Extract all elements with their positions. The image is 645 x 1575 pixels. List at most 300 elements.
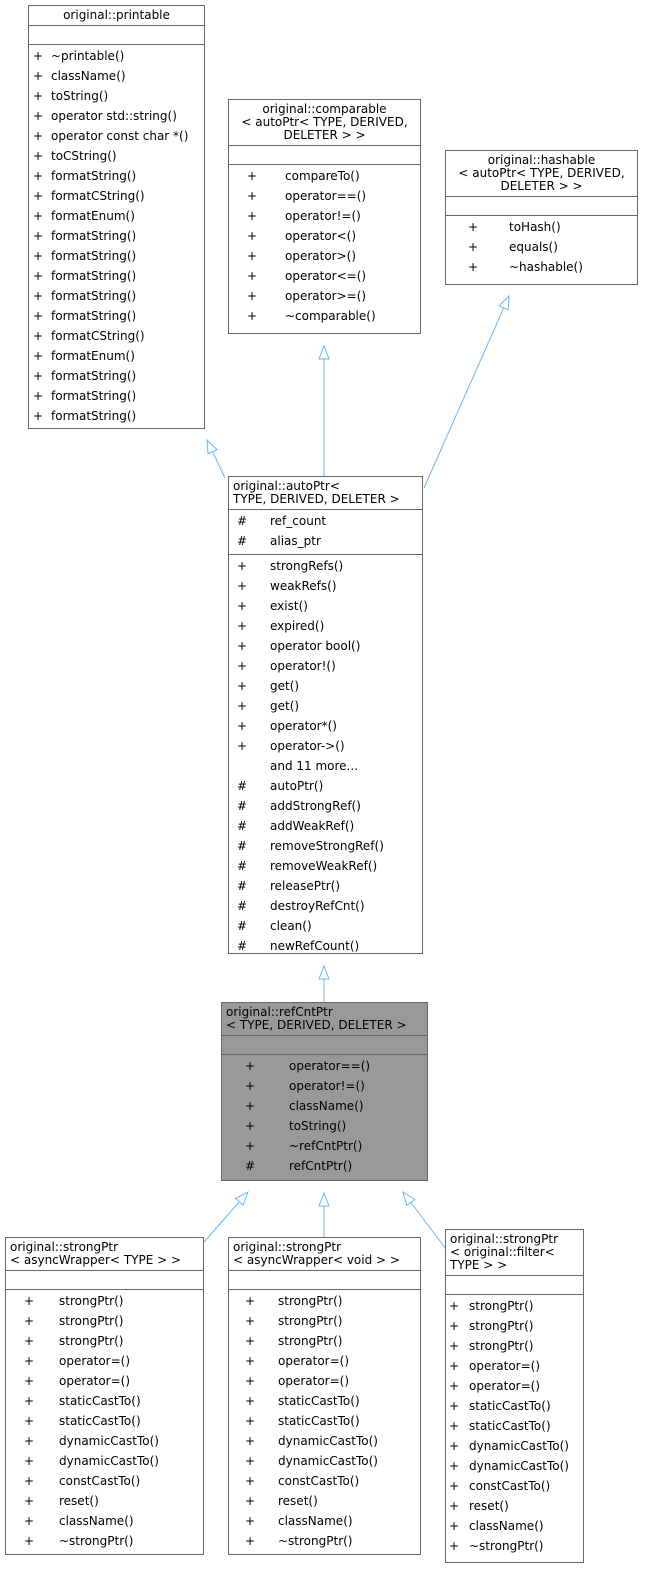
visibility-marker: + <box>246 229 258 243</box>
visibility-marker: + <box>244 1514 256 1528</box>
class-title-line: < autoPtr< TYPE, DERIVED, <box>241 115 408 129</box>
member-name: strongPtr() <box>469 1299 534 1313</box>
visibility-marker: + <box>448 1539 460 1553</box>
methods-section <box>446 1294 583 1559</box>
method-row[interactable] <box>229 676 422 696</box>
member-name: className() <box>51 69 126 83</box>
visibility-marker: + <box>244 1139 256 1153</box>
method-row[interactable] <box>222 1116 427 1136</box>
method-row[interactable] <box>229 1351 420 1371</box>
visibility-marker: + <box>32 169 44 183</box>
method-row[interactable] <box>229 736 422 756</box>
member-name: operator!=() <box>285 209 361 223</box>
attributes-section <box>229 1270 420 1289</box>
member-name: className() <box>278 1514 353 1528</box>
attributes-section <box>29 25 204 44</box>
member-name: operator==() <box>289 1059 371 1073</box>
class-box-strongptr-type[interactable] <box>5 1237 204 1555</box>
member-name: expired() <box>270 619 325 633</box>
method-row[interactable] <box>6 1371 203 1391</box>
visibility-marker: + <box>32 309 44 323</box>
visibility-marker: + <box>246 249 258 263</box>
member-name: formatEnum() <box>51 349 135 363</box>
member-name: removeStrongRef() <box>270 839 384 853</box>
method-row[interactable] <box>6 1311 203 1331</box>
method-row[interactable] <box>222 1156 427 1176</box>
method-row[interactable] <box>229 856 422 876</box>
member-name: strongPtr() <box>59 1294 124 1308</box>
method-row[interactable] <box>229 1391 420 1411</box>
method-row[interactable] <box>29 86 204 106</box>
attributes-section <box>6 1270 203 1289</box>
method-row[interactable] <box>446 1376 583 1396</box>
method-row[interactable] <box>229 916 422 936</box>
inheritance-arrowhead-icon <box>319 1193 329 1206</box>
member-name: dynamicCastTo() <box>469 1459 569 1473</box>
class-box-strongptr-filter[interactable] <box>445 1229 584 1563</box>
method-row[interactable] <box>29 386 204 406</box>
member-name: formatString() <box>51 369 137 383</box>
method-row[interactable] <box>229 816 422 836</box>
member-name: exist() <box>270 599 308 613</box>
member-name: constCastTo() <box>469 1479 551 1493</box>
visibility-marker: + <box>32 189 44 203</box>
method-row[interactable] <box>229 1531 420 1551</box>
method-row[interactable] <box>229 936 422 956</box>
method-row[interactable] <box>29 266 204 286</box>
visibility-marker: + <box>23 1534 35 1548</box>
method-row[interactable] <box>229 1471 420 1491</box>
member-name: toHash() <box>509 220 561 234</box>
member-name: formatString() <box>51 229 137 243</box>
member-name: addWeakRef() <box>270 819 355 833</box>
visibility-marker: + <box>448 1299 460 1313</box>
member-name: constCastTo() <box>278 1474 360 1488</box>
member-name: ~refCntPtr() <box>289 1139 363 1153</box>
member-name: strongPtr() <box>59 1314 124 1328</box>
member-name: toString() <box>289 1119 347 1133</box>
method-row[interactable] <box>6 1391 203 1411</box>
class-title-line: < asyncWrapper< TYPE > > <box>10 1253 182 1267</box>
visibility-marker: + <box>448 1499 460 1513</box>
class-title <box>229 1238 420 1270</box>
member-name: staticCastTo() <box>278 1414 360 1428</box>
method-row[interactable] <box>229 696 422 716</box>
method-row[interactable] <box>229 1291 420 1311</box>
method-row[interactable] <box>29 406 204 426</box>
visibility-marker: + <box>32 329 44 343</box>
method-row[interactable] <box>29 66 204 86</box>
visibility-marker: + <box>448 1479 460 1493</box>
method-row[interactable] <box>6 1351 203 1371</box>
method-row[interactable] <box>6 1511 203 1531</box>
member-name: formatString() <box>51 309 137 323</box>
member-name: toCString() <box>51 149 117 163</box>
visibility-marker: + <box>23 1454 35 1468</box>
method-row[interactable] <box>446 1416 583 1436</box>
method-row[interactable] <box>229 1511 420 1531</box>
member-name: weakRefs() <box>270 579 337 593</box>
member-name: releasePtr() <box>270 879 340 893</box>
class-title-line: DELETER > > <box>500 179 583 193</box>
visibility-marker: + <box>244 1079 256 1093</box>
method-row[interactable] <box>229 1491 420 1511</box>
class-box-comparable[interactable] <box>228 99 421 334</box>
method-row[interactable] <box>29 226 204 246</box>
method-row[interactable] <box>29 166 204 186</box>
method-row[interactable] <box>6 1491 203 1511</box>
method-row[interactable] <box>229 576 422 596</box>
inheritance-arrowhead-icon <box>207 440 217 454</box>
class-box-hashable[interactable] <box>445 150 638 285</box>
member-name: staticCastTo() <box>59 1414 141 1428</box>
visibility-marker: # <box>236 939 248 953</box>
inheritance-arrowhead-icon <box>319 966 329 979</box>
member-name: reset() <box>469 1499 509 1513</box>
member-name: clean() <box>270 919 312 933</box>
inheritance-edge-strongptr-type-to-refcntptr <box>204 1202 239 1242</box>
method-row[interactable] <box>29 146 204 166</box>
member-name: operator==() <box>285 189 367 203</box>
visibility-marker: + <box>244 1059 256 1073</box>
visibility-marker: + <box>244 1314 256 1328</box>
member-name: strongPtr() <box>469 1319 534 1333</box>
method-row[interactable] <box>6 1411 203 1431</box>
method-row[interactable] <box>6 1451 203 1471</box>
member-name: ~strongPtr() <box>469 1539 544 1553</box>
member-name: operator>() <box>285 249 357 263</box>
inheritance-arrowhead-icon <box>236 1192 248 1205</box>
method-row[interactable] <box>446 1476 583 1496</box>
method-row[interactable] <box>6 1531 203 1551</box>
method-row[interactable] <box>229 1451 420 1471</box>
member-name: ~hashable() <box>509 260 583 274</box>
member-name: operator!() <box>270 659 336 673</box>
member-name: constCastTo() <box>59 1474 141 1488</box>
method-row[interactable] <box>29 346 204 366</box>
class-title-line: TYPE, DERIVED, DELETER > <box>233 492 400 506</box>
method-row[interactable] <box>222 1096 427 1116</box>
method-row[interactable] <box>29 306 204 326</box>
visibility-marker: + <box>32 289 44 303</box>
method-row[interactable] <box>229 756 422 776</box>
visibility-marker: + <box>32 389 44 403</box>
method-row[interactable] <box>446 1396 583 1416</box>
member-name: className() <box>469 1519 544 1533</box>
member-name: and 11 more... <box>270 759 359 773</box>
visibility-marker: + <box>236 679 248 693</box>
member-name: get() <box>270 699 300 713</box>
methods-section <box>222 1054 427 1179</box>
method-row[interactable] <box>229 186 420 206</box>
visibility-marker: + <box>32 129 44 143</box>
inheritance-edge-autoptr-to-hashable <box>424 308 504 488</box>
class-title <box>229 477 422 509</box>
method-row[interactable] <box>446 1496 583 1516</box>
visibility-marker: + <box>236 699 248 713</box>
visibility-marker: + <box>23 1514 35 1528</box>
visibility-marker: + <box>236 659 248 673</box>
member-name: className() <box>289 1099 364 1113</box>
member-name: staticCastTo() <box>469 1419 551 1433</box>
visibility-marker: + <box>244 1454 256 1468</box>
inheritance-arrowhead-icon <box>319 346 329 359</box>
method-row[interactable] <box>29 46 204 66</box>
method-row[interactable] <box>229 596 422 616</box>
inheritance-edge-autoptr-to-printable <box>213 452 225 478</box>
member-name: formatString() <box>51 169 137 183</box>
method-row[interactable] <box>446 1516 583 1536</box>
method-row[interactable] <box>6 1331 203 1351</box>
member-name: dynamicCastTo() <box>469 1439 569 1453</box>
member-name: staticCastTo() <box>278 1394 360 1408</box>
method-row[interactable] <box>229 636 422 656</box>
member-name: compareTo() <box>285 169 360 183</box>
visibility-marker: + <box>448 1379 460 1393</box>
method-row[interactable] <box>229 306 420 326</box>
member-name: operator bool() <box>270 639 361 653</box>
class-title-line: original::strongPtr <box>233 1240 342 1254</box>
member-name: operator const char *() <box>51 129 189 143</box>
class-title <box>446 1230 583 1275</box>
method-row[interactable] <box>446 1356 583 1376</box>
visibility-marker: + <box>244 1394 256 1408</box>
visibility-marker: + <box>236 639 248 653</box>
visibility-marker: + <box>23 1314 35 1328</box>
visibility-marker: + <box>244 1334 256 1348</box>
method-row[interactable] <box>229 226 420 246</box>
method-row[interactable] <box>222 1136 427 1156</box>
class-title-line: DELETER > > <box>283 128 366 142</box>
member-name: staticCastTo() <box>469 1399 551 1413</box>
visibility-marker: + <box>467 260 479 274</box>
method-row[interactable] <box>229 266 420 286</box>
member-name: strongPtr() <box>278 1314 343 1328</box>
visibility-marker: + <box>32 149 44 163</box>
member-name: formatEnum() <box>51 209 135 223</box>
method-row[interactable] <box>229 1371 420 1391</box>
method-row[interactable] <box>29 126 204 146</box>
method-row[interactable] <box>29 326 204 346</box>
attributes-section <box>229 145 420 164</box>
member-name: toString() <box>51 89 109 103</box>
method-row[interactable] <box>446 237 637 257</box>
method-row[interactable] <box>6 1471 203 1491</box>
method-row[interactable] <box>229 836 422 856</box>
member-name: formatCString() <box>51 329 145 343</box>
visibility-marker: # <box>236 859 248 873</box>
visibility-marker: # <box>236 879 248 893</box>
visibility-marker: + <box>23 1434 35 1448</box>
method-row[interactable] <box>446 1296 583 1316</box>
member-name: reset() <box>278 1494 318 1508</box>
visibility-marker: + <box>32 249 44 263</box>
method-row[interactable] <box>229 286 420 306</box>
class-title-line: original::autoPtr< <box>233 479 340 493</box>
member-name: addStrongRef() <box>270 799 361 813</box>
member-name: reset() <box>59 1494 99 1508</box>
visibility-marker: + <box>23 1294 35 1308</box>
member-name: autoPtr() <box>270 779 324 793</box>
class-title <box>229 100 420 145</box>
visibility-marker: # <box>236 534 248 548</box>
member-name: refCntPtr() <box>289 1159 353 1173</box>
method-row[interactable] <box>446 1336 583 1356</box>
method-row[interactable] <box>446 217 637 237</box>
method-row[interactable] <box>229 716 422 736</box>
member-name: formatString() <box>51 269 137 283</box>
visibility-marker: + <box>32 109 44 123</box>
method-row[interactable] <box>229 616 422 636</box>
methods-section <box>229 1289 420 1554</box>
method-row[interactable] <box>446 1316 583 1336</box>
member-name: strongPtr() <box>469 1339 534 1353</box>
method-row[interactable] <box>229 556 422 576</box>
visibility-marker: # <box>236 799 248 813</box>
method-row[interactable] <box>446 1456 583 1476</box>
visibility-marker: + <box>23 1414 35 1428</box>
visibility-marker: + <box>32 269 44 283</box>
methods-section <box>229 554 422 959</box>
visibility-marker: + <box>236 599 248 613</box>
member-name: operator=() <box>59 1354 131 1368</box>
class-title <box>29 6 204 25</box>
visibility-marker: + <box>23 1474 35 1488</box>
method-row[interactable] <box>29 206 204 226</box>
method-row[interactable] <box>229 1431 420 1451</box>
member-name: alias_ptr <box>270 534 321 548</box>
method-row[interactable] <box>446 257 637 277</box>
member-name: formatString() <box>51 289 137 303</box>
method-row[interactable] <box>229 796 422 816</box>
method-row[interactable] <box>29 286 204 306</box>
member-name: removeWeakRef() <box>270 859 378 873</box>
methods-section <box>229 164 420 329</box>
class-title <box>6 1238 203 1270</box>
visibility-marker: + <box>32 409 44 423</box>
member-name: strongPtr() <box>59 1334 124 1348</box>
method-row[interactable] <box>229 1311 420 1331</box>
visibility-marker: + <box>244 1494 256 1508</box>
methods-section <box>6 1289 203 1554</box>
method-row[interactable] <box>229 656 422 676</box>
method-row[interactable] <box>6 1291 203 1311</box>
member-name: formatString() <box>51 409 137 423</box>
member-name: dynamicCastTo() <box>59 1434 159 1448</box>
visibility-marker: # <box>236 899 248 913</box>
attributes-section <box>222 1035 427 1054</box>
visibility-marker: + <box>448 1359 460 1373</box>
visibility-marker: + <box>32 349 44 363</box>
attributes-section <box>446 1275 583 1294</box>
method-row[interactable] <box>29 106 204 126</box>
method-row[interactable] <box>222 1076 427 1096</box>
member-name: operator*() <box>270 719 337 733</box>
visibility-marker: + <box>32 369 44 383</box>
method-row[interactable] <box>446 1536 583 1556</box>
visibility-marker: + <box>32 229 44 243</box>
class-title-line: original::refCntPtr <box>226 1005 333 1019</box>
method-row[interactable] <box>229 876 422 896</box>
visibility-marker: + <box>244 1374 256 1388</box>
method-row[interactable] <box>6 1431 203 1451</box>
method-row[interactable] <box>229 776 422 796</box>
visibility-marker: + <box>236 739 248 753</box>
visibility-marker: + <box>448 1399 460 1413</box>
class-box-refcntptr[interactable] <box>221 1002 428 1181</box>
attribute-row[interactable] <box>229 531 422 551</box>
method-row[interactable] <box>446 1436 583 1456</box>
member-name: ~printable() <box>51 49 125 63</box>
class-box-strongptr-void[interactable] <box>228 1237 421 1555</box>
visibility-marker: + <box>246 289 258 303</box>
class-title-line: original::printable <box>63 8 170 22</box>
method-row[interactable] <box>29 246 204 266</box>
visibility-marker: + <box>448 1419 460 1433</box>
visibility-marker: + <box>448 1319 460 1333</box>
method-row[interactable] <box>229 1331 420 1351</box>
class-title <box>446 151 637 196</box>
inheritance-arrowhead-icon <box>499 296 509 310</box>
member-name: operator!=() <box>289 1079 365 1093</box>
member-name: operator=() <box>278 1354 350 1368</box>
class-title-line: < asyncWrapper< void > > <box>233 1253 400 1267</box>
class-box-autoptr[interactable] <box>228 476 423 954</box>
visibility-marker: + <box>448 1459 460 1473</box>
method-row[interactable] <box>229 896 422 916</box>
method-row[interactable] <box>29 366 204 386</box>
class-title-line: original::hashable <box>487 153 596 167</box>
inheritance-arrowhead-icon <box>403 1192 415 1205</box>
visibility-marker: + <box>32 49 44 63</box>
method-row[interactable] <box>229 206 420 226</box>
visibility-marker: + <box>246 269 258 283</box>
methods-section <box>446 215 637 280</box>
attributes-section <box>446 196 637 215</box>
visibility-marker: # <box>236 514 248 528</box>
member-name: ref_count <box>270 514 327 528</box>
visibility-marker: + <box>244 1534 256 1548</box>
attribute-row[interactable] <box>229 511 422 531</box>
member-name: dynamicCastTo() <box>278 1454 378 1468</box>
visibility-marker: + <box>23 1334 35 1348</box>
class-title-line: TYPE > > <box>450 1258 508 1272</box>
member-name: ~comparable() <box>285 309 376 323</box>
visibility-marker: + <box>236 719 248 733</box>
visibility-marker: + <box>32 209 44 223</box>
method-row[interactable] <box>229 1411 420 1431</box>
visibility-marker: + <box>244 1434 256 1448</box>
member-name: formatString() <box>51 249 137 263</box>
visibility-marker: + <box>23 1374 35 1388</box>
visibility-marker: + <box>448 1519 460 1533</box>
class-box-printable[interactable] <box>28 5 205 429</box>
method-row[interactable] <box>229 246 420 266</box>
visibility-marker: + <box>23 1394 35 1408</box>
method-row[interactable] <box>29 186 204 206</box>
class-title-line: original::comparable <box>262 102 387 116</box>
member-name: operator<=() <box>285 269 367 283</box>
visibility-marker: + <box>244 1119 256 1133</box>
visibility-marker: # <box>236 819 248 833</box>
member-name: formatCString() <box>51 189 145 203</box>
member-name: className() <box>59 1514 134 1528</box>
method-row[interactable] <box>222 1056 427 1076</box>
methods-section <box>29 44 204 429</box>
visibility-marker: + <box>236 559 248 573</box>
method-row[interactable] <box>229 166 420 186</box>
visibility-marker: + <box>448 1339 460 1353</box>
